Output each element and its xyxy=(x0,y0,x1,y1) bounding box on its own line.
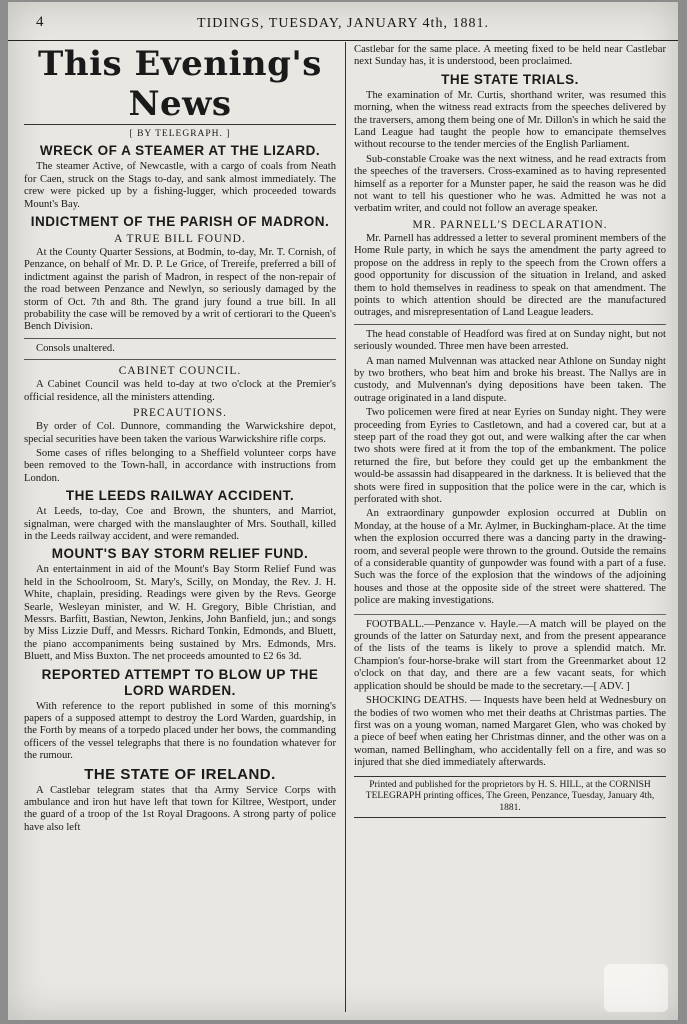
article-subheadline: A TRUE BILL FOUND. xyxy=(114,233,246,246)
article-paragraph: Consols unaltered. xyxy=(36,342,115,354)
newspaper-page xyxy=(8,2,678,1020)
corner-stamp xyxy=(604,964,668,1012)
article-paragraph: With reference to the report published in some of this morning's papers of a supposed attempt to destroy the Lord Warden, guardship, in the Forth by means of a torpedo placed under her bows, the commanding officers of the vessel telegraphs that there is no foundation whatever for the rumour. xyxy=(24,700,336,762)
article-paragraph: Some cases of rifles belonging to a Sheffield volunteer corps have been removed to the Town-hall, in accordance with instructions from London. xyxy=(24,447,336,484)
article-paragraph: Castlebar for the same place. A meeting fixed to be held near Castlebar next Sunday has, it is understood, been proclaimed. xyxy=(354,44,666,68)
article-headline: REPORTED ATTEMPT TO BLOW UP THE LORD WARDEN. xyxy=(41,666,319,698)
article-subheadline: MR. PARNELL'S DECLARATION. xyxy=(412,218,608,231)
left-column xyxy=(24,44,336,1016)
article-paragraph: The steamer Active, of Newcastle, with a cargo of coals from Neath for Caen, struck on the Stags to-day, and sank almost immediately. The crew were picked up by a fishing-lugger, which proceeded towards Mount's Bay. xyxy=(24,161,336,210)
article-headline: INDICTMENT OF THE PARISH OF MADRON. xyxy=(30,214,330,230)
right-column-body xyxy=(354,44,666,818)
article-paragraph: A Cabinet Council was held to-day at two o'clock at the Premier's official residence, all the ministers attending. xyxy=(24,379,336,403)
article-headline: THE LEEDS RAILWAY ACCIDENT. xyxy=(65,488,295,504)
article-paragraph: Two policemen were fired at near Eyries on Sunday night. They were proceeding from Eyries to Castletown, and had a covered car, but at a steep part of the road they got out, and were walking after the car when two shots were fired at it from the top of the embankment. The police returned the fire, but before they could get up the embankment the would-be assassin had disappeared in the darkness. It is believed that the shots were fired in supposition that the police were in the car, which is perforated with shot. xyxy=(354,407,666,505)
article-paragraph: By order of Col. Dunnore, commanding the Warwickshire depot, special securities have been taken the various Warwickshire rifle corps. xyxy=(24,421,336,445)
column-rule xyxy=(24,338,336,339)
article-paragraph: A man named Mulvennan was attacked near Athlone on Sunday night by two brothers, who beat him and broke his breast. The Nallys are in custody, and Mulvennan's dying depositions have been taken. The outrage originated in a land dispute. xyxy=(354,355,666,404)
article-paragraph: Mr. Parnell has addressed a letter to several prominent members of the Home Rule party, in which he says the amendment the party agreed to propose on the address in reply to the speech from the Crown offers a good opportunity for discussion of the situation in Ireland, and asked them to hold themselves in readiness to speak on that amendment. The points to which attention should be directed are the manufactured outrages, and misrepresentation of Land League leaders. xyxy=(354,232,666,319)
article-paragraph: The examination of Mr. Curtis, shorthand writer, was resumed this morning, when the witness read extracts from the speeches delivered by the traversers, among them being one of Mr. Dillon's in which he said the Land League had taught the people how to emancipate themselves without recourse to the tender mercies of the English Parliament. xyxy=(354,89,666,151)
column-divider xyxy=(345,42,346,1012)
imprint-footer: Printed and published for the proprietors by H. S. HILL, at the CORNISH TELEGRAPH printing offices, The Green, Penzance, Tuesday, January 4th, 1881. xyxy=(354,776,666,819)
column-rule xyxy=(24,359,336,360)
article-subheadline: PRECAUTIONS. xyxy=(132,407,228,420)
page-header xyxy=(8,10,678,41)
right-column xyxy=(354,44,666,1016)
article-paragraph: At the County Quarter Sessions, at Bodmin, to-day, Mr. T. Cornish, of Penzance, on behalf of Mr. D. P. Le Grice, of Trereife, preferred a bill of indictment against the parish of Madron, in respect of the non-repair of the road between Penzance and Newlyn, so seriously damaged by the storm of Oct. 7th and 8th. The grand jury found a true bill. In all probability the case will be removed by a writ of certiorari to the Queen's Bench Division. xyxy=(24,247,336,333)
masthead-title: This Evening's News xyxy=(24,44,336,125)
left-column-body xyxy=(24,143,336,834)
column-rule xyxy=(354,324,666,325)
article-paragraph: An entertainment in aid of the Mount's Bay Storm Relief Fund was held in the Schoolroom, St. Mary's, Scilly, on Monday, the Rev. J. H. White, chaplain, presiding. Readings were given by the Revs. George Searle, Wesleyan minister, and W. H. Gregory, Bible Christian, and Messrs. Barfitt, Bastian, Newton, Jenkins, John Banfield, jun.; and songs by Miss Lizzie Duff, and Messrs. Richard Tonkin, Edmonds, and Bluett, the piano accompaniments being sustained by Mrs. Edmonds, Mrs. Bluett, and Miss Buxton. The net proceeds amounted to £2 6s 3d. xyxy=(24,564,336,663)
article-paragraph: A Castlebar telegram states that tha Army Service Corps with ambulance and iron hut have left that town for Kiltree, Westport, under the guard of a troop of the 1st Royal Dragoons. A strong party of police have also left xyxy=(24,784,336,833)
page-number: 4 xyxy=(36,14,44,30)
article-headline: MOUNT'S BAY STORM RELIEF FUND. xyxy=(51,546,309,562)
article-subheadline: CABINET COUNCIL. xyxy=(118,365,242,378)
article-headline: THE STATE TRIALS. xyxy=(441,71,579,87)
byline: [ BY TELEGRAPH. ] xyxy=(129,129,231,139)
article-paragraph: Sub-constable Croake was the next witness, and he read extracts from the speeches of the traversers. Cross-examined as to having represented himself as a reporter for a Munster paper, he said the reason was he did not want to tell his questioner who he was. Admitted he was not a verbatim writer, and could not follow an average speaker. xyxy=(354,153,666,215)
article-paragraph: SHOCKING DEATHS. — Inquests have been held at Wednesbury on the bodies of two women who met their deaths at Christmas parties. The first was on a young woman, named Margaret Glen, who was choked by a piece of beef when eating her Christmas dinner, and the other was on a woman, named Bellingham, who accidentally fell on a fire, and was so injured that she died immediately afterwards. xyxy=(354,695,666,769)
article-paragraph: The head constable of Headford was fired at on Sunday night, but not seriously wounded. Three men have been arrested. xyxy=(354,328,666,353)
article-paragraph: FOOTBALL.—Penzance v. Hayle.—A match will be played on the grounds of the latter on Saturday next, and from the present appearance of the lists of the teams is likely to prove a splendid match. Mr. Champion's four-horse-brake will start from the Greenmarket about 12 o'clock on that day, and there are a few vacant seats, for which application should be should be made to the secretary.—[ ADV. ] xyxy=(354,618,666,692)
dateline: TIDINGS, TUESDAY, JANUARY 4th, 1881. xyxy=(197,16,489,31)
article-headline: THE STATE OF IRELAND. xyxy=(84,765,276,783)
article-headline: WRECK OF A STEAMER AT THE LIZARD. xyxy=(39,143,321,159)
article-paragraph: At Leeds, to-day, Coe and Brown, the shunters, and Marriot, signalman, were charged with the manslaughter of Mrs. Southall, killed in the Leeds railway accident, and were remanded. xyxy=(24,506,336,542)
column-rule xyxy=(354,614,666,615)
article-paragraph: An extraordinary gunpowder explosion occurred at Dublin on Monday, at the house of a Mr. Aylmer, in Buckingham-place. At the time when the explosion occurred there was a dancing party in the drawing-room, and several people were thrown to the ground. Outside the remains of a considerable quantity of gunpowder was found with a part of a fuse. Such was the force of the explosion that the windows of the adjoining houses and those at the opposite side of the street were shattered. The police are making investigations. xyxy=(354,508,666,607)
